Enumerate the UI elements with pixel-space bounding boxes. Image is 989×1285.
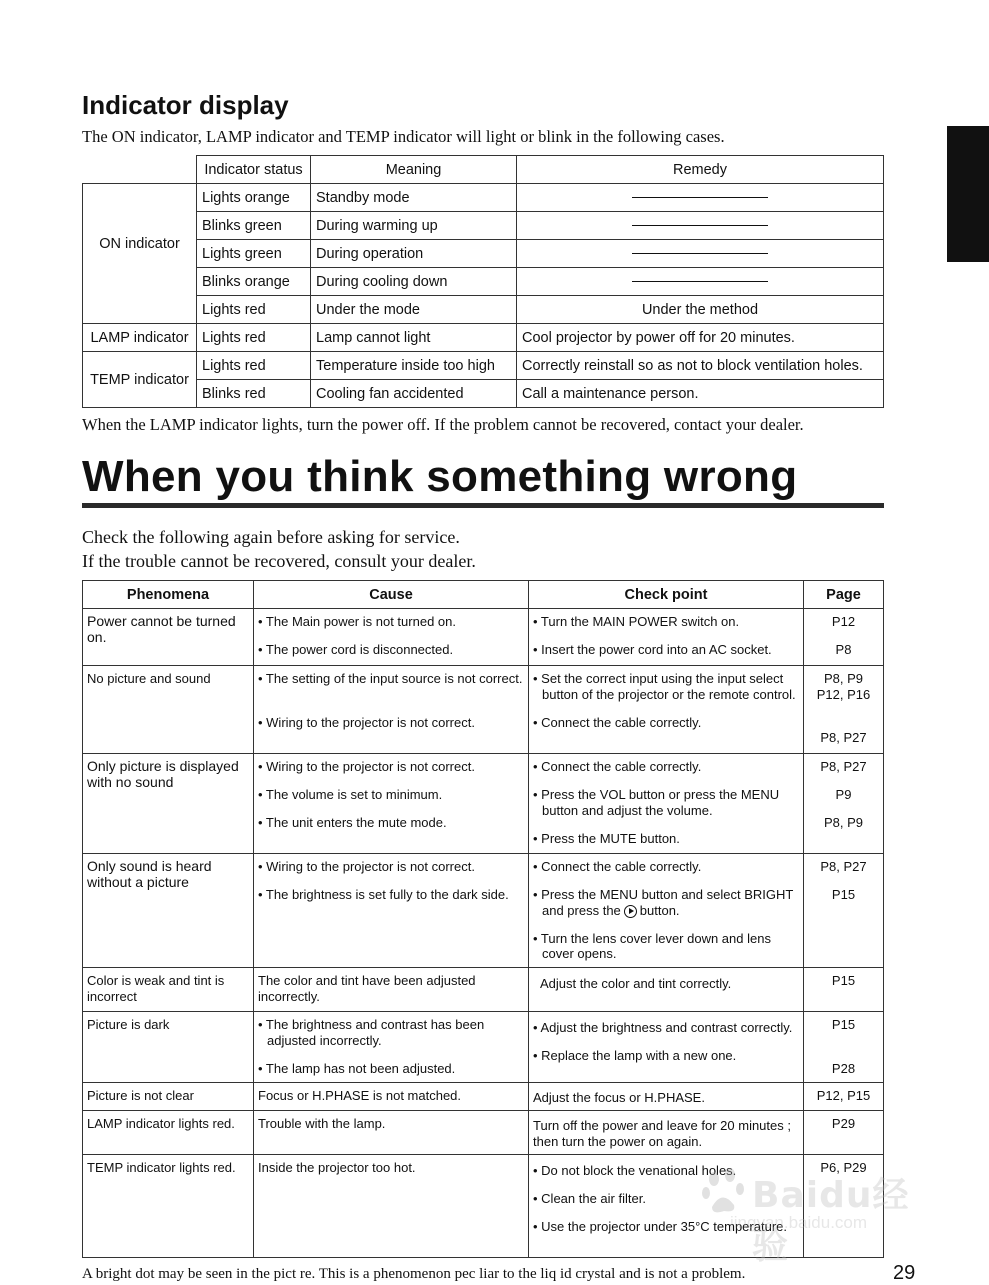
- indicator-note: When the LAMP indicator lights, turn the power off. If the problem cannot be recovered, contact your dealer.: [82, 415, 804, 434]
- check-item: • Adjust the brightness and contrast correctly.: [533, 1020, 793, 1035]
- status-cell: Lights red: [197, 296, 311, 324]
- phenomena-cell: No picture and sound: [83, 666, 254, 754]
- check-item: Turn off the power and leave for 20 minutes ; then turn the power on again.: [533, 1118, 791, 1149]
- check-item: • Set the correct input using the input select button of the projector or the remote control.: [533, 671, 796, 702]
- page-cell: [804, 1012, 884, 1083]
- table-row: [83, 609, 884, 666]
- cause-cell: The color and tint have been adjusted incorrectly.: [254, 968, 529, 1012]
- cause-item: • The volume is set to minimum.: [258, 787, 443, 802]
- cause-item: • The brightness and contrast has been adjusted incorrectly.: [258, 1017, 485, 1048]
- check-item: • Use the projector under 35°C temperature.: [533, 1219, 787, 1234]
- dash-line: [632, 253, 768, 254]
- phenomena-cell: Only picture is displayed with no sound: [83, 754, 254, 854]
- table-row: [83, 212, 884, 240]
- phenomena-cell: Picture is dark: [83, 1012, 254, 1083]
- page-cell: P29: [804, 1111, 884, 1155]
- cause-item: • The Main power is not turned on.: [258, 614, 456, 629]
- meaning-cell: During operation: [311, 240, 517, 268]
- meaning-cell: Lamp cannot light: [311, 324, 517, 352]
- phenomena-cell: Power cannot be turned on.: [83, 609, 254, 666]
- page-ref: P9: [835, 787, 852, 802]
- check-item: • Connect the cable correctly.: [533, 759, 702, 774]
- table-row: [83, 380, 884, 408]
- table-row: [83, 754, 884, 854]
- phenomena-cell: TEMP indicator lights red.: [83, 1155, 254, 1258]
- remedy-cell: [517, 268, 884, 296]
- indicator-header-row: [83, 156, 884, 184]
- table-row: [83, 352, 884, 380]
- indicator-title: Indicator display: [82, 90, 289, 120]
- col-check-point: Check point: [529, 581, 804, 609]
- trouble-intro-line1: Check the following again before asking for service.: [82, 527, 460, 547]
- col-indicator-status: Indicator status: [197, 156, 311, 184]
- phenomena-cell: Only sound is heard without a picture: [83, 854, 254, 968]
- check-cell: [529, 1083, 804, 1111]
- page-number: 29: [893, 1262, 916, 1284]
- page-ref: P8, P9: [823, 815, 864, 830]
- watermark-url: jingyan.baidu.com: [730, 1213, 868, 1232]
- check-cell: [529, 1111, 804, 1155]
- cause-cell: [254, 1012, 529, 1083]
- meaning-cell: Under the mode: [311, 296, 517, 324]
- table-row: [83, 324, 884, 352]
- table-row: [83, 240, 884, 268]
- page-cell: [804, 666, 884, 754]
- page-cell: [804, 754, 884, 854]
- phenomena-cell: LAMP indicator lights red.: [83, 1111, 254, 1155]
- remedy-cell: Correctly reinstall so as not to block ventilation holes.: [517, 352, 884, 380]
- footer-note: A bright dot may be seen in the pict re. This is a phenomenon pec liar to the liq id crystal and is not a problem.: [82, 1266, 746, 1282]
- page-ref: P15: [831, 1017, 856, 1032]
- check-item: • Replace the lamp with a new one.: [533, 1048, 737, 1063]
- dash-line: [632, 197, 768, 198]
- table-row: [83, 1111, 884, 1155]
- cause-cell: Inside the projector too hot.: [254, 1155, 529, 1258]
- col-remedy: Remedy: [517, 156, 884, 184]
- check-cell: [529, 1012, 804, 1083]
- remedy-cell: [517, 184, 884, 212]
- cause-cell: [254, 609, 529, 666]
- col-page: Page: [804, 581, 884, 609]
- section-tab: [947, 126, 989, 262]
- check-cell: [529, 609, 804, 666]
- check-item: • Press the VOL button or press the MENU button and adjust the volume.: [533, 787, 780, 818]
- page-cell: P15: [804, 968, 884, 1012]
- table-row: [83, 184, 884, 212]
- cause-cell: Focus or H.PHASE is not matched.: [254, 1083, 529, 1111]
- lamp-indicator-label: LAMP indicator: [83, 324, 197, 352]
- page-cell: P6, P29: [804, 1155, 884, 1258]
- meaning-cell: During cooling down: [311, 268, 517, 296]
- check-item: • Clean the air filter.: [533, 1191, 646, 1206]
- remedy-cell: Cool projector by power off for 20 minutes.: [517, 324, 884, 352]
- trouble-header-row: [83, 581, 884, 609]
- watermark-logo: Baidu经验: [752, 1175, 910, 1267]
- dash-line: [632, 225, 768, 226]
- check-item: • Turn the MAIN POWER switch on.: [533, 614, 740, 629]
- page-ref: P12, P16: [816, 686, 871, 702]
- table-row: [83, 854, 884, 968]
- status-cell: Lights green: [197, 240, 311, 268]
- trouble-intro-line2: If the trouble cannot be recovered, consult your dealer.: [82, 551, 476, 571]
- table-row: [83, 296, 884, 324]
- status-cell: Lights orange: [197, 184, 311, 212]
- status-cell: Lights red: [197, 324, 311, 352]
- cause-cell: [254, 854, 529, 968]
- check-cell: [529, 854, 804, 968]
- cause-cell: Trouble with the lamp.: [254, 1111, 529, 1155]
- phenomena-cell: Picture is not clear: [83, 1083, 254, 1111]
- cause-cell: [254, 666, 529, 754]
- page-ref: P15: [831, 887, 856, 902]
- indicator-table: [82, 155, 884, 408]
- page-cell: P12, P15: [804, 1083, 884, 1111]
- status-cell: Blinks orange: [197, 268, 311, 296]
- remedy-cell: [517, 240, 884, 268]
- table-row: [83, 268, 884, 296]
- check-item: • Press the MUTE button.: [533, 830, 680, 846]
- phenomena-cell: Color is weak and tint is incorrect: [83, 968, 254, 1012]
- meaning-cell: Temperature inside too high: [311, 352, 517, 380]
- check-item: Adjust the focus or H.PHASE.: [533, 1090, 705, 1105]
- status-cell: Blinks red: [197, 380, 311, 408]
- remedy-cell: Call a maintenance person.: [517, 380, 884, 408]
- temp-indicator-label: TEMP indicator: [83, 352, 197, 408]
- page-ref: P12: [831, 614, 856, 629]
- cause-item: • The brightness is set fully to the dark side.: [258, 887, 509, 902]
- page-ref: P8, P27: [820, 859, 867, 874]
- page-ref: P8, P9: [823, 671, 864, 686]
- page-ref: P8, P27: [820, 759, 867, 774]
- col-phenomena: Phenomena: [83, 581, 254, 609]
- baidu-watermark: [700, 1155, 940, 1267]
- remedy-cell: Under the method: [517, 296, 884, 324]
- meaning-cell: Standby mode: [311, 184, 517, 212]
- cause-item: • Wiring to the projector is not correct.: [258, 859, 475, 874]
- status-cell: Lights red: [197, 352, 311, 380]
- page-ref: P28: [831, 1060, 856, 1076]
- cause-cell: [254, 754, 529, 854]
- page-cell: [804, 609, 884, 666]
- col-meaning: Meaning: [311, 156, 517, 184]
- col-cause: Cause: [254, 581, 529, 609]
- check-cell: [529, 754, 804, 854]
- cause-item: • The lamp has not been adjusted.: [258, 1060, 456, 1076]
- status-cell: Blinks green: [197, 212, 311, 240]
- indicator-intro: The ON indicator, LAMP indicator and TEMP indicator will light or blink in the following cases.: [82, 127, 725, 146]
- paw-icon: [700, 1165, 750, 1215]
- page-cell: [804, 854, 884, 968]
- check-item: • Insert the power cord into an AC socket.: [533, 642, 772, 657]
- table-row: [83, 1083, 884, 1111]
- dash-line: [632, 281, 768, 282]
- cause-item: • Wiring to the projector is not correct.: [258, 759, 475, 774]
- check-cell: [529, 968, 804, 1012]
- cause-item: • Wiring to the projector is not correct.: [258, 714, 475, 730]
- check-item: • Press the MENU button and select BRIGHT and press the button.: [533, 887, 794, 918]
- check-item: • Turn the lens cover lever down and lens cover opens.: [533, 930, 771, 961]
- cause-item: • The setting of the input source is not correct.: [258, 671, 523, 686]
- trouble-title: When you think something wrong: [82, 452, 798, 501]
- check-item: Adjust the color and tint correctly.: [540, 976, 732, 991]
- title-rule: [82, 503, 884, 508]
- table-row: [83, 666, 884, 754]
- table-row: [83, 968, 884, 1012]
- page-ref: P8, P27: [820, 730, 867, 745]
- remedy-cell: [517, 212, 884, 240]
- check-item: • Do not block the venational holes.: [533, 1163, 737, 1178]
- cause-item: • The power cord is disconnected.: [258, 642, 454, 657]
- check-cell: [529, 666, 804, 754]
- check-item: • Connect the cable correctly.: [533, 714, 702, 730]
- cause-item: • The unit enters the mute mode.: [258, 815, 447, 830]
- trouble-intro: [82, 525, 476, 573]
- check-item: • Connect the cable correctly.: [533, 859, 702, 874]
- meaning-cell: During warming up: [311, 212, 517, 240]
- table-row: [83, 1012, 884, 1083]
- meaning-cell: Cooling fan accidented: [311, 380, 517, 408]
- play-icon: [624, 905, 637, 918]
- page-ref: P8: [835, 642, 852, 657]
- on-indicator-label: ON indicator: [83, 184, 197, 324]
